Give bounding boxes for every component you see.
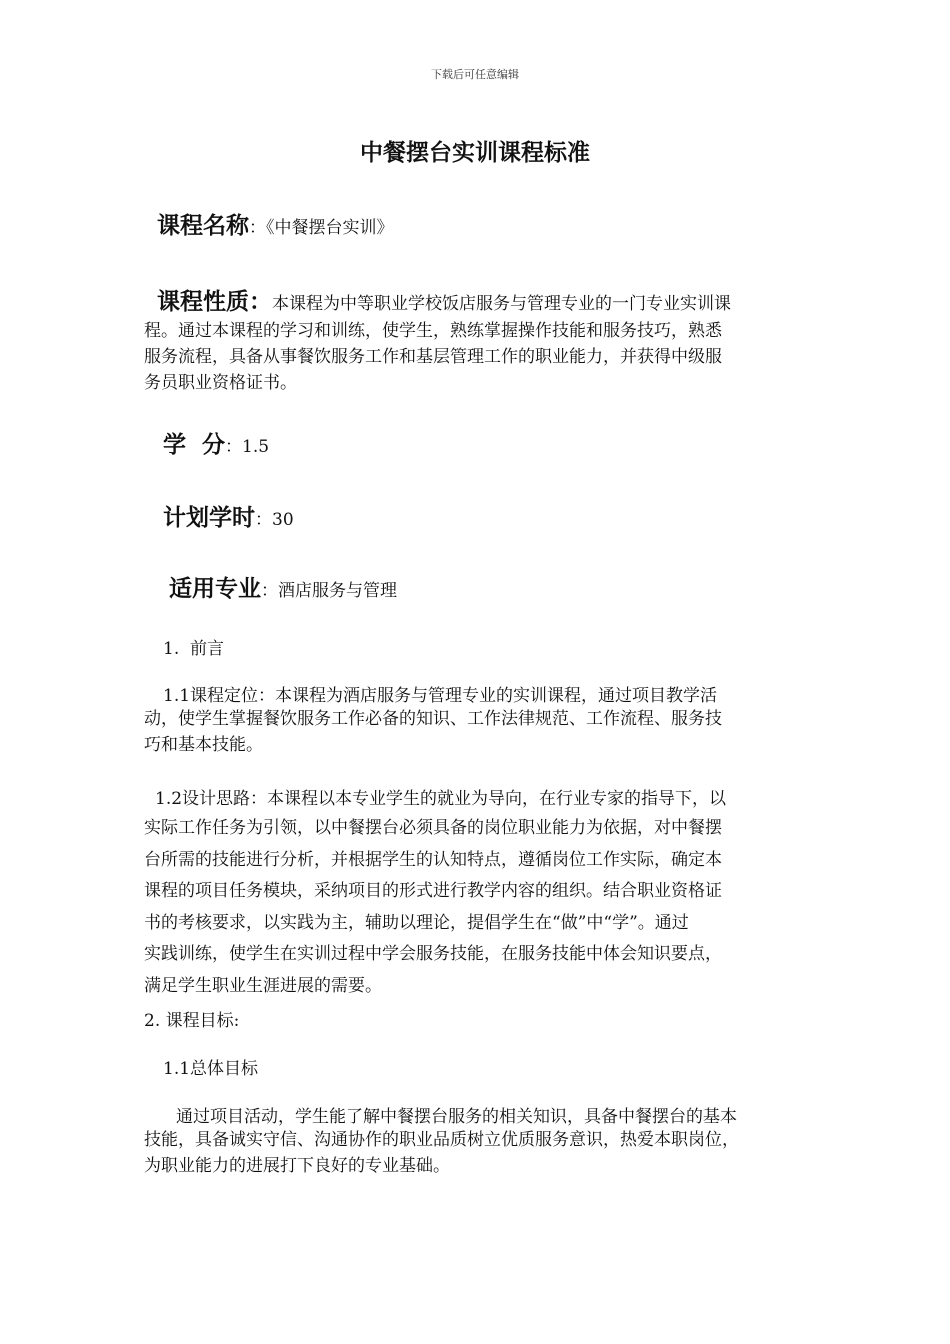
section-1-2-text (144, 813, 806, 1002)
course-nature-line: 服务流程，具备从事餐饮服务工作和基层管理工作的职业能力，并获得中级服 (144, 347, 722, 367)
major-value: 酒店服务与管理 (278, 581, 397, 601)
goal-text (144, 1127, 806, 1179)
course-nature-label: 课程性质： (157, 289, 272, 315)
course-nature-line: 程。通过本课程的学习和训练，使学生，熟练掌握操作技能和服务技巧，熟悉 (144, 321, 722, 341)
credit-colon: ： (225, 437, 243, 457)
hours-row (163, 499, 294, 532)
course-nature-first-line (157, 283, 731, 316)
course-name-colon: ： (249, 218, 266, 238)
course-nature-text (144, 318, 806, 396)
hours-value: 30 (272, 510, 294, 530)
course-name-row (157, 207, 394, 240)
section-1-1-line: 巧和基本技能。 (144, 735, 263, 755)
section-2-heading: 2. 课程目标: (144, 1011, 240, 1031)
credit-row (163, 426, 269, 459)
major-label: 适用专业 (169, 576, 261, 602)
section-1-1-text (144, 706, 806, 758)
course-name-value: 《中餐摆台实训》 (266, 218, 394, 238)
section-1-heading: 1. 前言 (163, 639, 225, 659)
section-1-2-first-line: 1.2设计思路：本课程以本专业学生的就业为导向，在行业专家的指导下，以 (155, 789, 727, 809)
section-2-1-heading: 1.1总体目标 (163, 1059, 259, 1079)
course-nature-line: 本课程为中等职业学校饭店服务与管理专业的一门专业实训课 (272, 294, 731, 314)
document-title: 中餐摆台实训课程标准 (360, 140, 590, 166)
section-1-2-line: 书的考核要求，以实践为主，辅助以理论，提倡学生在“做”中“学”。通过 (144, 912, 689, 933)
section-1-1-line: 动，使学生掌握餐饮服务工作必备的知识、工作法律规范、工作流程、服务技 (144, 709, 722, 729)
section-1-2-line: 台所需的技能进行分析，并根据学生的认知特点，遵循岗位工作实际，确定本 (144, 849, 722, 870)
section-1-2-line: 课程的项目任务模块，采纳项目的形式进行教学内容的组织。结合职业资格证 (144, 881, 722, 901)
section-1-2-line: 实践训练，使学生在实训过程中学会服务技能，在服务技能中体会知识要点， (144, 944, 722, 964)
section-1-2-line: 满足学生职业生涯进展的需要。 (144, 975, 382, 996)
goal-first-line: 通过项目活动，学生能了解中餐摆台服务的相关知识，具备中餐摆台的基本 (176, 1107, 737, 1127)
major-colon: ： (261, 581, 278, 601)
hours-colon: ： (255, 510, 272, 530)
goal-line: 为职业能力的进展打下良好的专业基础。 (144, 1156, 450, 1176)
goal-line: 技能，具备诚实守信、沟通协作的职业品质树立优质服务意识，热爱本职岗位， (144, 1130, 739, 1150)
section-1-1-first-line: 1.1课程定位：本课程为酒店服务与管理专业的实训课程，通过项目教学活 (163, 686, 718, 706)
hours-label: 计划学时 (163, 505, 255, 531)
major-row (169, 570, 397, 603)
course-name-label: 课程名称 (157, 213, 249, 239)
credit-value: 1.5 (242, 437, 270, 457)
course-nature-line: 务员职业资格证书。 (144, 373, 297, 393)
section-1-2-line: 实际工作任务为引领，以中餐摆台必须具备的岗位职业能力为依据，对中餐摆 (144, 818, 722, 838)
page-header-note: 下载后可任意编辑 (431, 68, 519, 81)
credit-label: 学 分 (163, 432, 226, 458)
